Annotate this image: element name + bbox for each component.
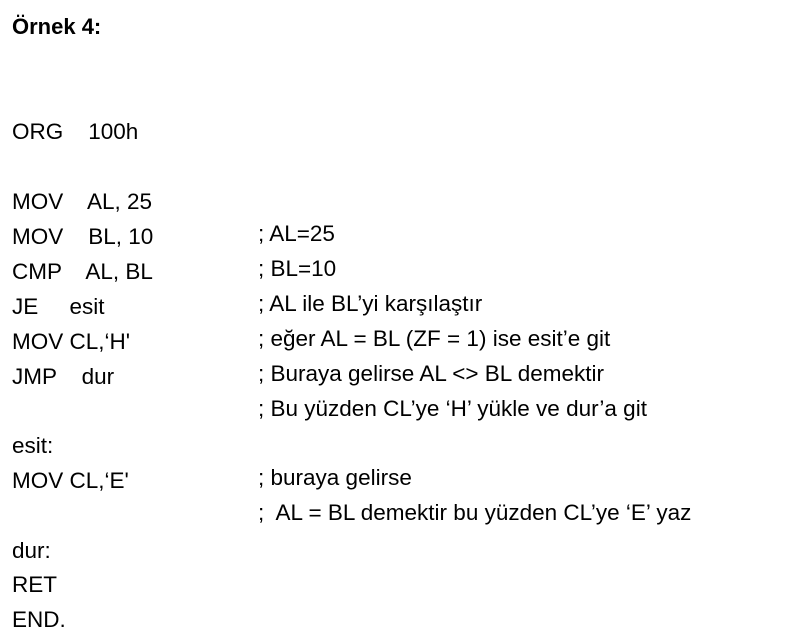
- page-title: Örnek 4:: [12, 14, 102, 39]
- code-text: dur:: [12, 538, 51, 563]
- code-text: CMP AL, BL: [12, 259, 153, 284]
- code-comment: ; AL ile BL’yi karşılaştır: [258, 291, 483, 316]
- code-comment: ; AL=25: [258, 221, 335, 246]
- code-comment: ; Bu yüzden CL’ye ‘H’ yükle ve dur’a git: [258, 396, 647, 421]
- code-comment: ; Buraya gelirse AL <> BL demektir: [258, 361, 605, 386]
- code-text: ORG 100h: [12, 119, 139, 144]
- code-text: JMP dur: [12, 364, 115, 389]
- code-text: MOV CL,‘H': [12, 329, 131, 354]
- code-text: esit:: [12, 433, 54, 458]
- code-comment: ; BL=10: [258, 256, 337, 281]
- code-comment: ; buraya gelirse: [258, 465, 412, 490]
- code-text: END.: [12, 607, 66, 632]
- code-text: MOV CL,‘E': [12, 468, 129, 493]
- code-text: MOV AL, 25: [12, 189, 153, 214]
- code-text: JE esit: [12, 294, 105, 319]
- code-comment: ; eğer AL = BL (ZF = 1) ise esit’e git: [258, 326, 611, 351]
- code-text: RET: [12, 572, 57, 597]
- code-line-dur-label: [12, 503, 51, 563]
- code-text: MOV BL, 10: [12, 224, 154, 249]
- code-comment: ; AL = BL demektir bu yüzden CL’ye ‘E’ yaz: [258, 500, 692, 525]
- code-line-org: [12, 84, 139, 144]
